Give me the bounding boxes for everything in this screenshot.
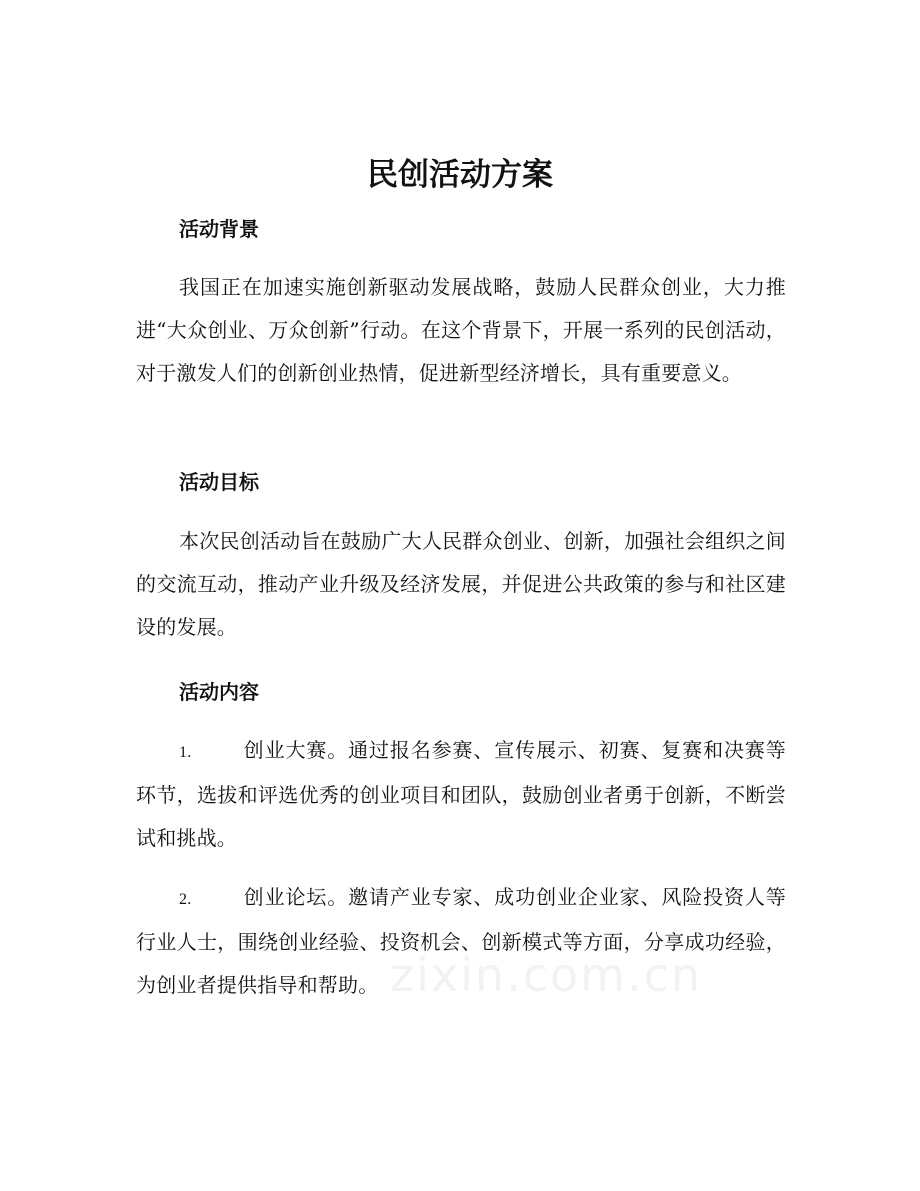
section-heading-background: 活动背景 bbox=[179, 217, 259, 241]
list-item bbox=[136, 876, 786, 1007]
section-heading-goals: 活动目标 bbox=[179, 470, 259, 494]
document-title: 民创活动方案 bbox=[367, 157, 553, 193]
list-item bbox=[136, 729, 786, 860]
list-item-text: 创业大赛。通过报名参赛、宣传展示、初赛、复赛和决赛等环节，选拔和评选优秀的创业项目和团队，鼓励创业者勇于创新，不断尝试和挑战。 bbox=[136, 738, 786, 850]
list-item-number: 1. bbox=[179, 744, 192, 761]
section-paragraph-background: 我国正在加速实施创新驱动发展战略，鼓励人民群众创业，大力推进“大众创业、万众创新”行动。在这个背景下，开展一系列的民创活动，对于激发人们的创新创业热情，促进新型经济增长，具有重要意义。 bbox=[136, 275, 786, 385]
watermark: zixin.com.cn bbox=[390, 948, 703, 1002]
list-item-text: 创业论坛。邀请产业专家、成功创业企业家、风险投资人等行业人士，围绕创业经验、投资机会、创新模式等方面，分享成功经验，为创业者提供指导和帮助。 bbox=[136, 885, 786, 997]
section-heading-content: 活动内容 bbox=[179, 680, 259, 704]
list-item-number: 2. bbox=[179, 891, 192, 908]
section-paragraph-goals: 本次民创活动旨在鼓励广大人民群众创业、创新，加强社会组织之间的交流互动，推动产业升级及经济发展，并促进公共政策的参与和社区建设的发展。 bbox=[136, 529, 786, 639]
